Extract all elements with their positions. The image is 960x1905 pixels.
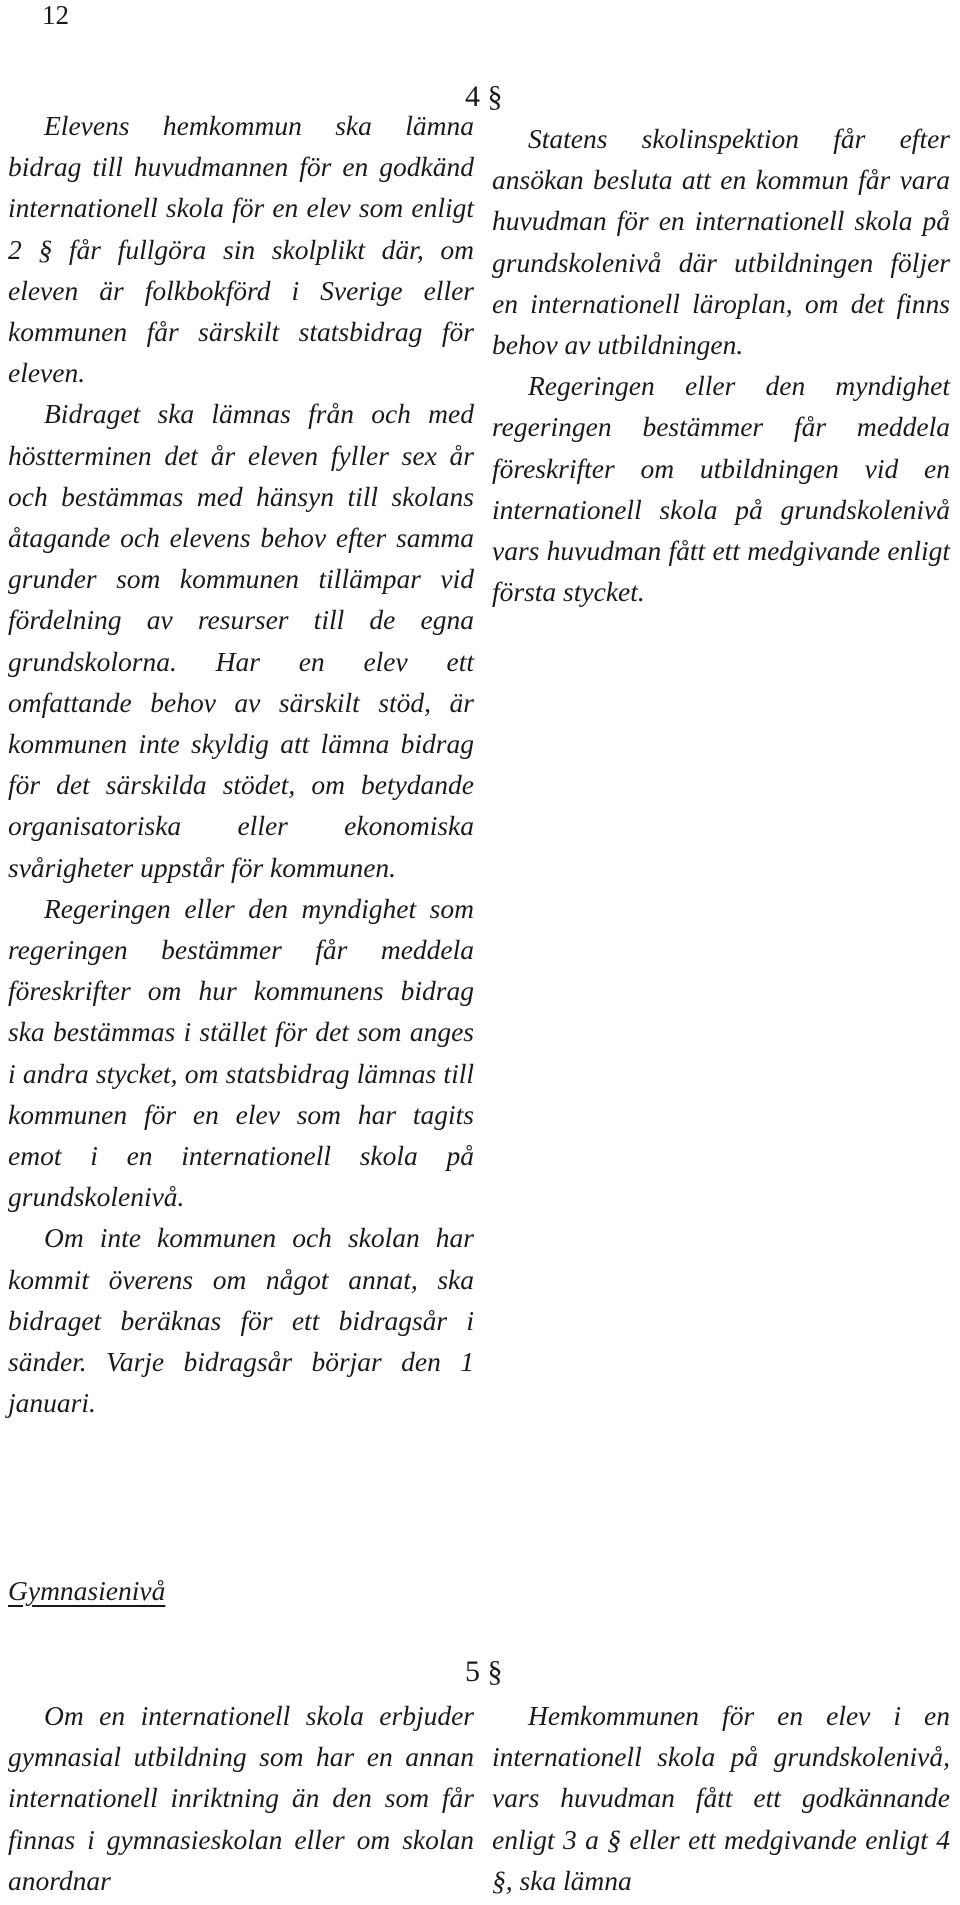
paragraph: Elevens hemkommun ska lämna bidrag till huvudmannen för en godkänd internationell skola för en elev som enligt 2 § får fullgöra sin skolplikt där, om eleven är folkbokförd i Sverige eller kommunen får särskilt statsbidrag för eleven.: [8, 110, 474, 389]
paragraph: Om en internationell skola erbjuder gymnasial utbildning som har en annan internationell inriktning än den som får finnas i gymnasieskolan eller om skolan anordnar: [8, 1700, 474, 1896]
page-number: 12: [42, 0, 69, 30]
paragraph: Hemkommunen för en elev i en internationell skola på grundskolenivå, vars huvudman fått ett godkännande enligt 3 a § eller ett medgivande enligt 4 §, ska lämna: [492, 1700, 950, 1896]
section-mark-5: 5 §: [465, 1655, 503, 1688]
section-5-left-column: [8, 1695, 474, 1901]
paragraph: Regeringen eller den myndighet som regeringen bestämmer får meddela föreskrifter om hur kommunens bidrag ska bestämmas i stället för det som anges i andra stycket, om statsbidrag lämnas till kommunen för en elev som har tagits emot i en internationell skola på grundskolenivå.: [8, 892, 474, 1213]
section-5-right-column: [492, 1695, 950, 1901]
paragraph: Om inte kommunen och skolan har kommit överens om något annat, ska bidraget beräknas för ett bidragsår i sänder. Varje bidragsår börjar den 1 januari.: [8, 1222, 474, 1419]
section-4-right-column: [492, 118, 950, 612]
paragraph: Statens skolinspektion får efter ansökan besluta att en kommun får vara huvudman för en internationell skola på grundskolenivå där utbildningen följer en internationell läroplan, om det finns behov av utbildningen.: [492, 123, 950, 361]
section-heading: Gymnasienivå: [8, 1575, 166, 1606]
section-mark-4: 4 §: [465, 80, 503, 113]
paragraph: Regeringen eller den myndighet regeringen bestämmer får meddela föreskrifter om utbildningen vid en internationell skola på grundskolenivå vars huvudman fått ett medgivande enligt första stycket.: [492, 370, 950, 608]
section-4-left-column: [8, 105, 474, 1424]
paragraph: Bidraget ska lämnas från och med höstterminen det år eleven fyller sex år och bestämmas med hänsyn till skolans åtagande och elevens behov efter samma grunder som kommunen tillämpar vid fördelning av resurser till de egna grundskolorna. Har en elev ett omfattande behov av särskilt stöd, är kommunen inte skyldig att lämna bidrag för det särskilda stödet, om betydande organisatoriska eller ekonomiska svårigheter uppstår för kommunen.: [8, 398, 474, 883]
